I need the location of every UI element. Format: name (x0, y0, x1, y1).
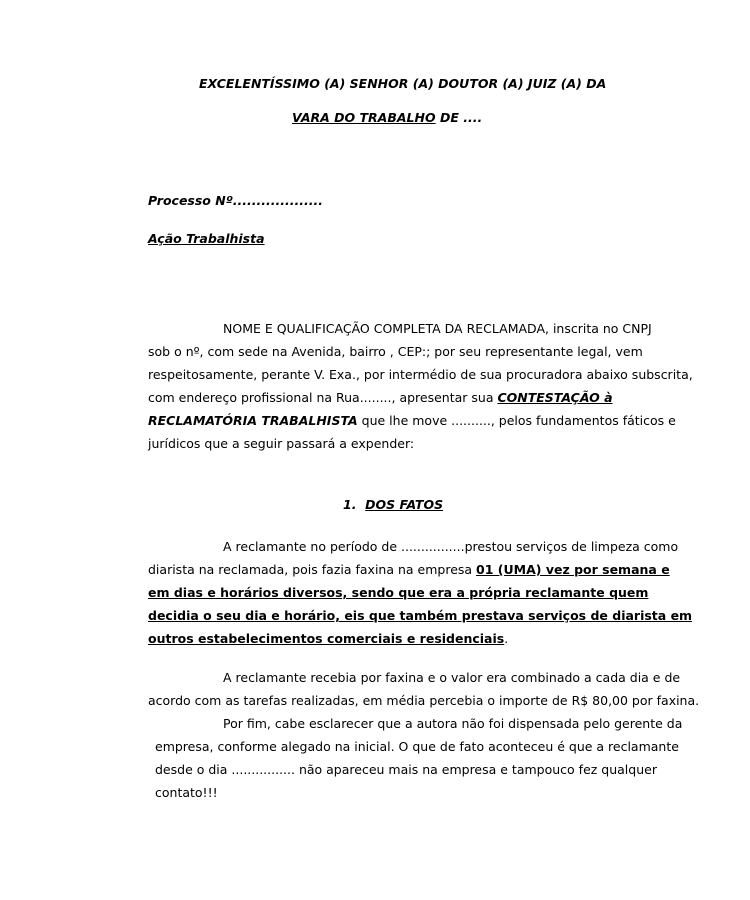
facts-p3-line-1: Por fim, cabe esclarecer que a autora não foi dispensada pelo gerente da (223, 716, 683, 731)
process-number: Processo Nº................... (148, 193, 323, 208)
action-type: Ação Trabalhista (148, 231, 265, 246)
intro-line-5 (148, 413, 676, 429)
facts-p1-emphasis-2: outros estabelecimentos comerciais e residenciais (148, 631, 505, 646)
facts-p1-line-2 (148, 562, 670, 578)
section-heading-dos-fatos (343, 497, 443, 513)
facts-p1-emphasis-1: 01 (UMA) vez por semana e (476, 562, 670, 577)
intro-line-2: sob o nº, com sede na Avenida, bairro , CEP:; por seu representante legal, vem (148, 344, 643, 359)
court-city: DE .... (435, 110, 483, 125)
facts-p1-line-5-text: . (504, 631, 509, 646)
court-address-line-1: EXCELENTÍSSIMO (A) SENHOR (A) DOUTOR (A) JUIZ (A) DA (199, 76, 607, 91)
facts-p3-line-2: empresa, conforme alegado na inicial. O que de fato aconteceu é que a reclamante (155, 739, 679, 754)
intro-line-5-text: que lhe move .........., pelos fundamentos fáticos e (357, 413, 676, 428)
facts-p3-line-3: desde o dia ................ não apareceu mais na empresa e tampouco fez qualquer (155, 762, 657, 777)
facts-p1-line-5 (148, 631, 508, 647)
intro-line-4-text: com endereço profissional na Rua........, apresentar sua (148, 390, 498, 405)
intro-line-4 (148, 390, 613, 406)
facts-p3-line-4: contato!!! (155, 785, 218, 800)
section-title: DOS FATOS (365, 497, 444, 512)
reclamatoria-emphasis: RECLAMATÓRIA TRABALHISTA (148, 413, 358, 428)
facts-p1-line-3: em dias e horários diversos, sendo que era a própria reclamante quem (148, 585, 649, 600)
court-address-line-2 (292, 110, 482, 126)
facts-p2-line-1: A reclamante recebia por faxina e o valor era combinado a cada dia e de (223, 670, 681, 685)
facts-p1-line-2-text: diarista na reclamada, pois fazia faxina na empresa (148, 562, 477, 577)
facts-p1-line-4: decidia o seu dia e horário, eis que também prestava serviços de diarista em (148, 608, 693, 623)
intro-line-1: NOME E QUALIFICAÇÃO COMPLETA DA RECLAMADA, inscrita no CNPJ (223, 321, 652, 336)
intro-line-6: jurídicos que a seguir passará a expender: (148, 436, 415, 451)
facts-p1-line-1: A reclamante no período de ................prestou serviços de limpeza como (223, 539, 679, 554)
intro-line-3: respeitosamente, perante V. Exa., por intermédio de sua procuradora abaixo subscrita, (148, 367, 693, 382)
contestacao-emphasis: CONTESTAÇÃO à (497, 390, 613, 405)
section-number: 1. (343, 497, 357, 512)
facts-p2-line-2: acordo com as tarefas realizadas, em média percebia o importe de R$ 80,00 por faxina. (148, 693, 700, 708)
court-name-underlined: VARA DO TRABALHO (292, 110, 436, 125)
